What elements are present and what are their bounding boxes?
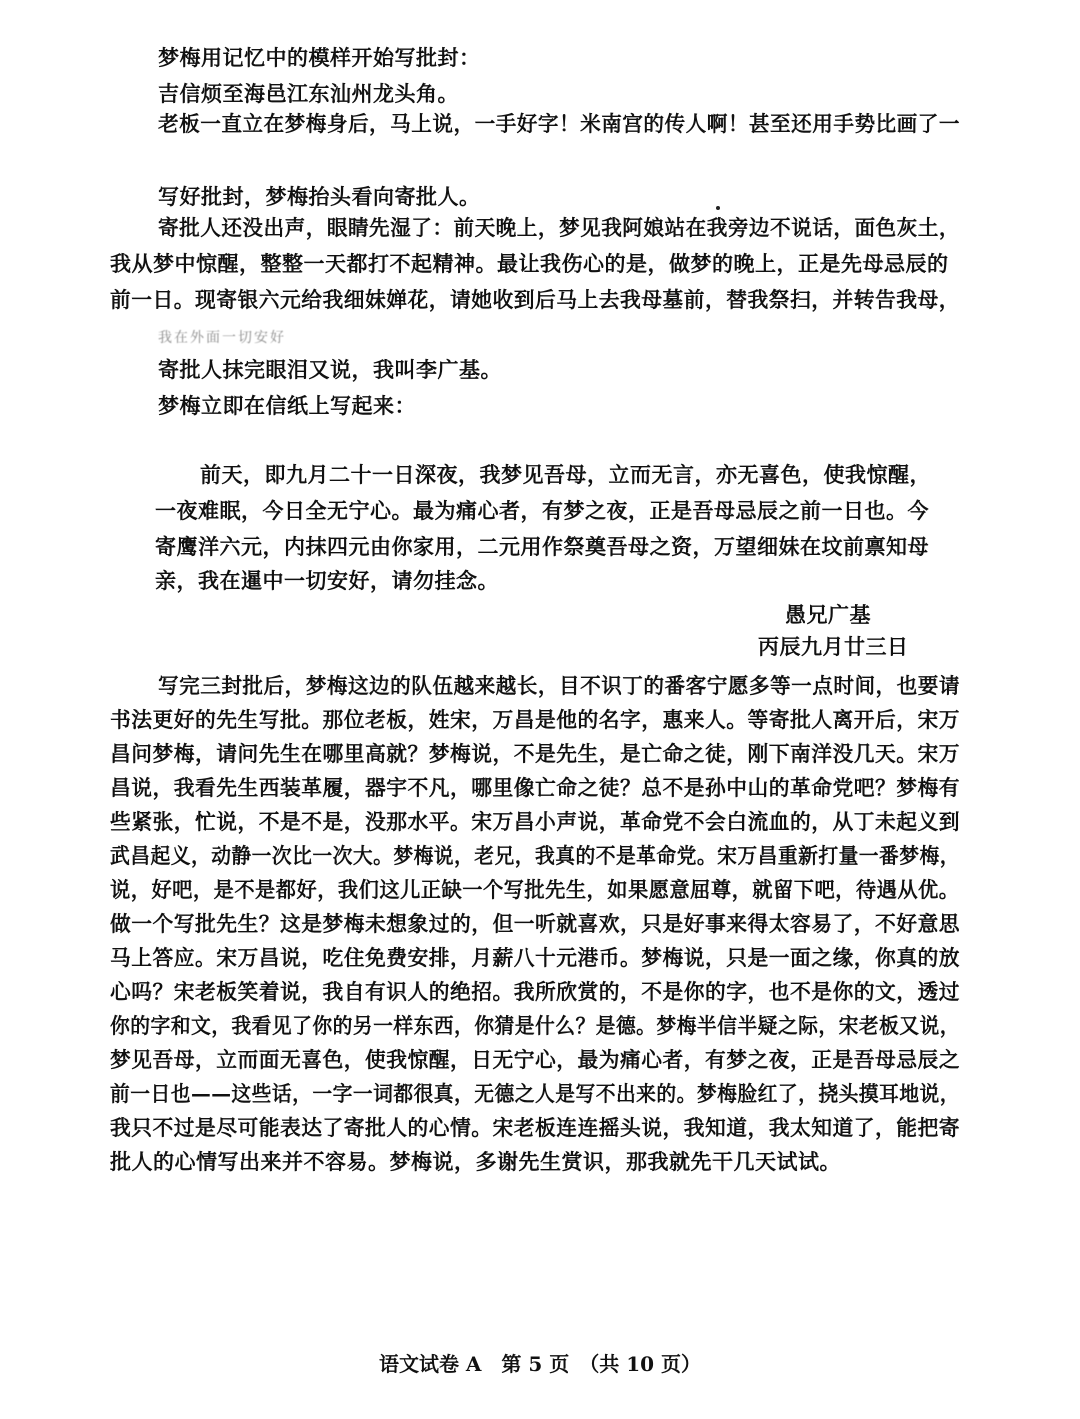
text-line: 昌说，我看先生西装革履，器宇不凡，哪里像亡命之徒？总不是孙中山的革命党吧？梦梅有 xyxy=(110,775,961,800)
text-line: 老板一直立在梦梅身后，马上说，一手好字！米南宫的传人啊！甚至还用手势比画了一 xyxy=(158,111,960,136)
speck-mark xyxy=(716,206,720,210)
text-line: 心吗？宋老板笑着说，我自有识人的绝招。我所欣赏的，不是你的字，也不是你的文，透过 xyxy=(110,979,961,1004)
text-line: 马上答应。宋万昌说，吃住免费安排，月薪八十元港币。梦梅说，只是一面之缘，你真的放 xyxy=(110,945,961,970)
text-line: 我只不过是尽可能表达了寄批人的心情。宋老板连连摇头说，我知道，我太知道了，能把寄 xyxy=(110,1115,961,1140)
text-line: 些紧张，忙说，不是不是，没那水平。宋万昌小声说，革命党不会白流血的，从丁未起义到 xyxy=(110,809,961,834)
text-line: 梦见吾母，立而面无喜色，使我惊醒，日无宁心，最为痛心者，有梦之夜，正是吾母忌辰之 xyxy=(110,1047,961,1072)
text-line: 你的字和文，我看见了你的另一样东西，你猜是什么？是德。梦梅半信半疑之际，宋老板又说， xyxy=(110,1013,960,1038)
text-line: 武昌起义，动静一次比一次大。梦梅说，老兄，我真的不是革命党。宋万昌重新打量一番梦梅， xyxy=(110,843,960,868)
text-line: 批人的心情写出来并不容易。梦梅说，多谢先生赏识，那我就先干几天试试。 xyxy=(110,1149,841,1174)
letter-line: 前天，即九月二十一日深夜，我梦见吾母，立而无言，亦无喜色，使我惊醒， xyxy=(200,462,931,487)
text-line: 吉信烦至海邑江东汕州龙头角。 xyxy=(158,81,459,106)
faded-text-line: 我在外面一切安好 xyxy=(158,330,286,346)
text-line: 做一个写批先生？这是梦梅未想象过的，但一听就喜欢，只是好事来得太容易了，不好意思 xyxy=(110,911,961,936)
text-line: 前一日也——这些话，一字一词都很真，无德之人是写不出来的。梦梅脸红了，挠头摸耳地说， xyxy=(110,1081,960,1106)
letter-date: 丙辰九月廿三日 xyxy=(758,634,909,659)
text-line: 寄批人还没出声，眼睛先湿了：前天晚上，梦见我阿娘站在我旁边不说话，面色灰土， xyxy=(158,215,960,240)
text-line: 寄批人抹完眼泪又说，我叫李广基。 xyxy=(158,357,502,382)
text-line: 我从梦中惊醒，整整一天都打不起精神。最让我伤心的是，做梦的晚上，正是先母忌辰的 xyxy=(110,251,949,276)
letter-line: 一夜难眠，今日全无宁心。最为痛心者，有梦之夜，正是吾母忌辰之前一日也。今 xyxy=(155,498,929,523)
page-footer: 语文试卷 A 第 5 页 （共 10 页） xyxy=(378,1352,702,1376)
letter-line: 寄鹰洋六元，内抹四元由你家用，二元用作祭奠吾母之资，万望细妹在坟前禀知母 xyxy=(155,534,929,559)
letter-line: 亲，我在暹中一切安好，请勿挂念。 xyxy=(155,568,499,593)
text-line: 梦梅立即在信纸上写起来： xyxy=(158,393,416,418)
text-line: 梦梅用记忆中的模样开始写批封： xyxy=(158,45,481,70)
text-line: 写好批封，梦梅抬头看向寄批人。 xyxy=(158,184,481,209)
text-line: 说，好吧，是不是都好，我们这儿正缺一个写批先生，如果愿意屈尊，就留下吧，待遇从优。 xyxy=(110,877,960,902)
text-line: 前一日。现寄银六元给我细妹婵花，请她收到后马上去我母墓前，替我祭扫，并转告我母， xyxy=(110,287,961,312)
text-line: 书法更好的先生写批。那位老板，姓宋，万昌是他的名字，惠来人。等寄批人离开后，宋万 xyxy=(110,707,961,732)
letter-signature: 愚兄广基 xyxy=(785,602,871,627)
text-line: 写完三封批后，梦梅这边的队伍越来越长，目不识丁的番客宁愿多等一点时间，也要请 xyxy=(158,673,960,698)
text-line: 昌问梦梅，请问先生在哪里高就？梦梅说，不是先生，是亡命之徒，刚下南洋没几天。宋万 xyxy=(110,741,961,766)
